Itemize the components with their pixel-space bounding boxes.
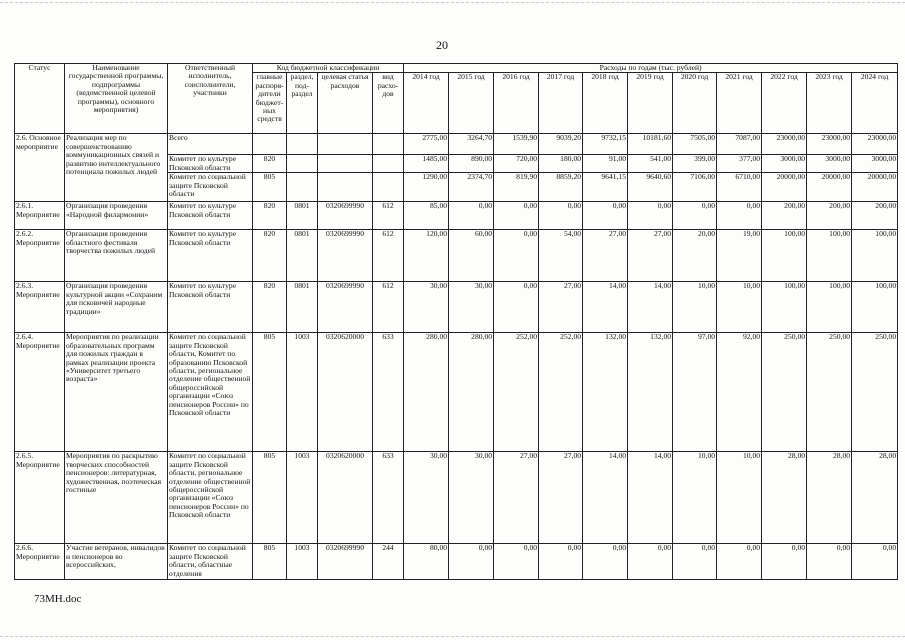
cell-executor: Комитет по социальной защите Псковской области <box>168 173 253 202</box>
cell-value: 3264,70 <box>449 134 494 155</box>
cell-value: 14,00 <box>628 282 673 333</box>
cell-status: 2.6.5. Мероприятие <box>15 452 65 544</box>
cell-value: 0,00 <box>449 544 494 580</box>
cell-code-section: 0801 <box>287 202 318 230</box>
page-number: 20 <box>436 38 448 52</box>
cell-value: 0,00 <box>539 202 583 230</box>
header-executor: Ответственный исполнитель, соисполнители, участники <box>168 64 253 134</box>
cell-value: 132,00 <box>628 333 673 452</box>
cell-name: Мероприятия по раскрытию творческих способностей пенсионеров: литературная, художественная, поэтическая гостиные <box>65 452 168 544</box>
header-year: 2014 год <box>404 73 449 134</box>
cell-value: 180,00 <box>539 155 583 173</box>
cell-code-section <box>287 155 318 173</box>
header-year: 2017 год <box>539 73 583 134</box>
cell-code-grbs: 820 <box>253 230 287 282</box>
cell-value: 23000,00 <box>852 134 898 155</box>
header-expenses-group: Расходы по годам (тыс. рублей) <box>404 64 898 73</box>
cell-code-grbs: 805 <box>253 173 287 202</box>
header-year: 2022 год <box>762 73 807 134</box>
cell-value: 250,00 <box>807 333 852 452</box>
cell-value: 97,00 <box>673 333 717 452</box>
cell-code-grbs: 805 <box>253 333 287 452</box>
header-year: 2015 год <box>449 73 494 134</box>
cell-code-kind: 612 <box>373 202 404 230</box>
budget-table <box>14 63 898 580</box>
cell-code-kind <box>373 134 404 155</box>
cell-value: 0,00 <box>628 544 673 580</box>
cell-value: 1539,90 <box>494 134 539 155</box>
cell-value: 30,00 <box>449 452 494 544</box>
cell-value: 28,00 <box>807 452 852 544</box>
cell-value: 54,00 <box>539 230 583 282</box>
cell-status: 2.6. Основное мероприятие <box>15 134 65 202</box>
table-row <box>15 452 898 544</box>
header-year: 2020 год <box>673 73 717 134</box>
cell-value: 20,00 <box>673 230 717 282</box>
cell-value: 20000,00 <box>762 173 807 202</box>
cell-status: 2.6.1. Мероприятие <box>15 202 65 230</box>
header-name: Наименование государственной программы, подпрограммы (ведомственной целевой программы), основного мероприятия) <box>65 64 168 134</box>
cell-code-kind: 633 <box>373 452 404 544</box>
header-year: 2021 год <box>717 73 762 134</box>
cell-value: 1485,00 <box>404 155 449 173</box>
cell-value: 0,00 <box>852 544 898 580</box>
cell-value: 9732,15 <box>583 134 628 155</box>
cell-value: 0,00 <box>583 544 628 580</box>
table-row <box>15 202 898 230</box>
cell-value: 20000,00 <box>807 173 852 202</box>
cell-code-section: 0801 <box>287 282 318 333</box>
cell-value: 100,00 <box>807 282 852 333</box>
cell-value: 27,00 <box>583 230 628 282</box>
cell-code-kind <box>373 155 404 173</box>
cell-value: 10181,60 <box>628 134 673 155</box>
cell-value: 30,00 <box>404 452 449 544</box>
cell-name: Реализация мер по совершенствованию коммуникационных связей и развитию интеллектуального потенциала пожилых людей <box>65 134 168 202</box>
cell-value: 200,00 <box>852 202 898 230</box>
cell-value: 252,00 <box>494 333 539 452</box>
cell-code-grbs: 820 <box>253 155 287 173</box>
cell-code-article: 0320699990 <box>318 202 373 230</box>
header-status: Статус <box>15 64 65 134</box>
cell-value: 100,00 <box>807 230 852 282</box>
cell-status: 2.6.4. Мероприятие <box>15 333 65 452</box>
cell-value: 20000,00 <box>852 173 898 202</box>
cell-code-section: 1003 <box>287 544 318 580</box>
cell-value: 200,00 <box>762 202 807 230</box>
cell-value: 0,00 <box>494 544 539 580</box>
cell-code-article: 0320699990 <box>318 544 373 580</box>
header-year: 2018 год <box>583 73 628 134</box>
cell-code-section: 1003 <box>287 452 318 544</box>
cell-value: 14,00 <box>583 452 628 544</box>
cell-value: 0,00 <box>449 202 494 230</box>
header-year: 2016 год <box>494 73 539 134</box>
cell-code-kind: 612 <box>373 282 404 333</box>
cell-code-grbs: 820 <box>253 282 287 333</box>
cell-code-grbs <box>253 134 287 155</box>
cell-value: 280,00 <box>449 333 494 452</box>
cell-executor: Комитет по социальной защите Псковской области, областные отделения <box>168 544 253 580</box>
cell-value: 200,00 <box>807 202 852 230</box>
cell-code-article <box>318 173 373 202</box>
cell-value: 890,00 <box>449 155 494 173</box>
cell-value: 10,00 <box>717 282 762 333</box>
header-code-grbs: главные распоря-дители бюджет-ных средств <box>253 73 287 134</box>
cell-value: 3000,00 <box>852 155 898 173</box>
cell-value: 252,00 <box>539 333 583 452</box>
table-row <box>15 134 898 155</box>
cell-value: 1290,00 <box>404 173 449 202</box>
cell-value: 2374,70 <box>449 173 494 202</box>
table-row <box>15 544 898 580</box>
cell-code-article: 0320699990 <box>318 282 373 333</box>
cell-value: 377,00 <box>717 155 762 173</box>
cell-code-section <box>287 173 318 202</box>
cell-status: 2.6.6. Мероприятие <box>15 544 65 580</box>
cell-value: 250,00 <box>852 333 898 452</box>
cell-value: 28,00 <box>852 452 898 544</box>
cell-name: Участие ветеранов, инвалидов и пенсионеров во всероссийских, <box>65 544 168 580</box>
cell-value: 0,00 <box>717 202 762 230</box>
cell-value: 280,00 <box>404 333 449 452</box>
table-row <box>15 282 898 333</box>
cell-code-grbs: 820 <box>253 202 287 230</box>
cell-code-section: 1003 <box>287 333 318 452</box>
cell-value: 27,00 <box>494 452 539 544</box>
cell-value: 14,00 <box>583 282 628 333</box>
cell-code-section: 0801 <box>287 230 318 282</box>
cell-value: 0,00 <box>539 544 583 580</box>
cell-value: 80,00 <box>404 544 449 580</box>
cell-value: 0,00 <box>628 202 673 230</box>
cell-value: 0,00 <box>673 544 717 580</box>
table-row <box>15 333 898 452</box>
header-budget-code-group: Код бюджетной классификации <box>253 64 404 73</box>
cell-name: Организация проведения областного фестиваля творчества пожилых людей <box>65 230 168 282</box>
cell-code-article <box>318 134 373 155</box>
cell-value: 6710,00 <box>717 173 762 202</box>
cell-value: 0,00 <box>762 544 807 580</box>
cell-value: 0,00 <box>494 230 539 282</box>
cell-value: 27,00 <box>539 452 583 544</box>
cell-name: Организация проведения «Народной филармонии» <box>65 202 168 230</box>
cell-value: 132,00 <box>583 333 628 452</box>
cell-value: 30,00 <box>404 282 449 333</box>
cell-value: 10,00 <box>717 452 762 544</box>
cell-name: Организация проведения культурной акции «Сохраним для псковичей народные традиции» <box>65 282 168 333</box>
cell-executor: Комитет по социальной защите Псковской области, региональное отделение общественной общероссийской организации «Союз пенсионеров России» по Псковской области <box>168 452 253 544</box>
cell-value: 85,00 <box>404 202 449 230</box>
cell-code-section <box>287 134 318 155</box>
cell-code-kind: 244 <box>373 544 404 580</box>
cell-executor: Комитет по культуре Псковской области <box>168 202 253 230</box>
cell-value: 0,00 <box>494 202 539 230</box>
cell-value: 8859,20 <box>539 173 583 202</box>
cell-code-kind: 612 <box>373 230 404 282</box>
cell-code-article <box>318 155 373 173</box>
cell-status: 2.6.2. Мероприятие <box>15 230 65 282</box>
cell-value: 0,00 <box>673 202 717 230</box>
cell-value: 0,00 <box>494 282 539 333</box>
cell-value: 541,00 <box>628 155 673 173</box>
cell-executor: Комитет по культуре Псковской области <box>168 230 253 282</box>
scan-edge-top <box>0 2 905 3</box>
cell-code-kind: 633 <box>373 333 404 452</box>
cell-value: 10,00 <box>673 282 717 333</box>
cell-value: 28,00 <box>762 452 807 544</box>
cell-value: 9039,20 <box>539 134 583 155</box>
cell-value: 100,00 <box>762 282 807 333</box>
cell-value: 91,00 <box>583 155 628 173</box>
header-code-section: раздел, под-раздел <box>287 73 318 134</box>
cell-value: 27,00 <box>539 282 583 333</box>
cell-code-grbs: 805 <box>253 544 287 580</box>
cell-code-grbs: 805 <box>253 452 287 544</box>
cell-value: 9640,60 <box>628 173 673 202</box>
cell-value: 0,00 <box>717 544 762 580</box>
cell-executor: Комитет по социальной защите Псковской области, Комитет по образованию Псковской области, региональное отделение общественной общероссийской организации «Союз пенсионеров России» по Псковской области <box>168 333 253 452</box>
cell-value: 7106,00 <box>673 173 717 202</box>
cell-value: 0,00 <box>807 544 852 580</box>
table-row <box>15 230 898 282</box>
cell-value: 399,00 <box>673 155 717 173</box>
scan-edge-bottom <box>0 636 905 637</box>
cell-value: 7087,00 <box>717 134 762 155</box>
header-year: 2024 год <box>852 73 898 134</box>
cell-value: 23000,00 <box>807 134 852 155</box>
cell-value: 720,00 <box>494 155 539 173</box>
cell-value: 0,00 <box>583 202 628 230</box>
cell-code-article: 0320699990 <box>318 230 373 282</box>
cell-code-article: 0320620000 <box>318 452 373 544</box>
budget-table-container <box>14 63 898 580</box>
cell-status: 2.6.3. Мероприятие <box>15 282 65 333</box>
cell-value: 7505,00 <box>673 134 717 155</box>
cell-executor: Комитет по культуре Псковской области <box>168 282 253 333</box>
cell-value: 100,00 <box>762 230 807 282</box>
cell-value: 120,00 <box>404 230 449 282</box>
cell-code-kind <box>373 173 404 202</box>
header-year: 2019 год <box>628 73 673 134</box>
cell-value: 10,00 <box>673 452 717 544</box>
cell-value: 27,00 <box>628 230 673 282</box>
cell-value: 9641,15 <box>583 173 628 202</box>
header-code-article: целевая статья расходов <box>318 73 373 134</box>
cell-value: 14,00 <box>628 452 673 544</box>
cell-executor: Всего <box>168 134 253 155</box>
cell-value: 100,00 <box>852 230 898 282</box>
cell-value: 19,00 <box>717 230 762 282</box>
header-year: 2023 год <box>807 73 852 134</box>
cell-value: 92,00 <box>717 333 762 452</box>
cell-value: 2775,00 <box>404 134 449 155</box>
table-body <box>15 134 898 580</box>
cell-code-article: 0320620000 <box>318 333 373 452</box>
cell-value: 30,00 <box>449 282 494 333</box>
cell-value: 23000,00 <box>762 134 807 155</box>
cell-value: 100,00 <box>852 282 898 333</box>
cell-executor: Комитет по культуре Псковской области <box>168 155 253 173</box>
header-code-kind: вид расхо-дов <box>373 73 404 134</box>
cell-value: 3000,00 <box>807 155 852 173</box>
cell-value: 3000,00 <box>762 155 807 173</box>
cell-name: Мероприятия по реализации образовательных программ для пожилых граждан в рамках реализации проекта «Университет третьего возраста» <box>65 333 168 452</box>
cell-value: 60,00 <box>449 230 494 282</box>
cell-value: 250,00 <box>762 333 807 452</box>
cell-value: 819,90 <box>494 173 539 202</box>
footer-filename: 73MH.doc <box>34 593 82 605</box>
